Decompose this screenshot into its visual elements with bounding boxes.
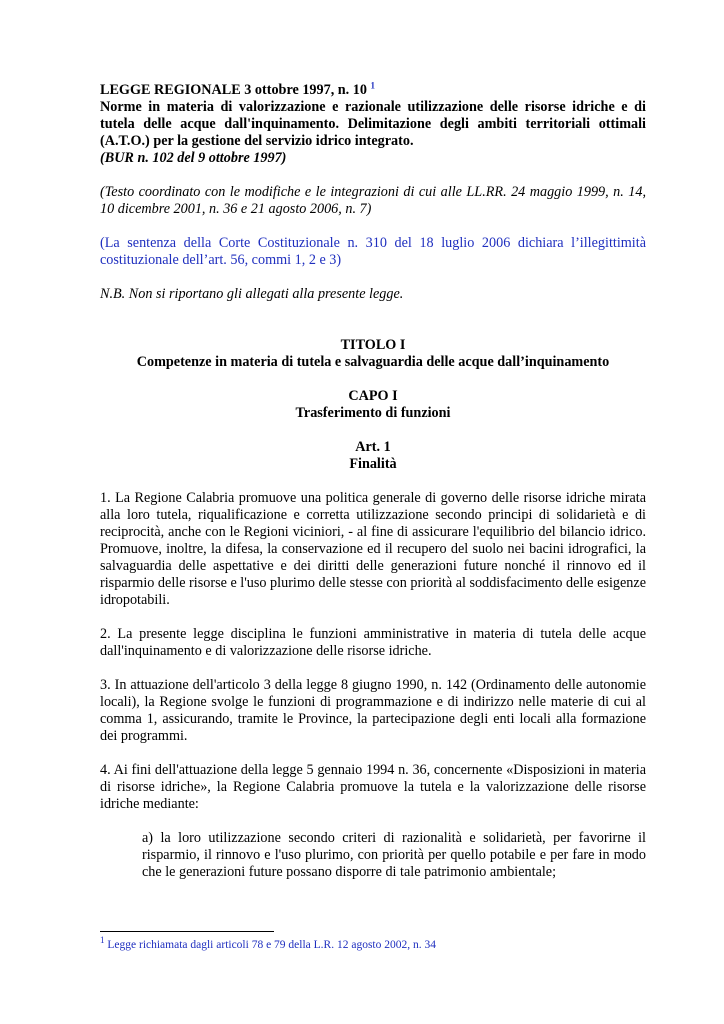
article-paragraph-4: 4. Ai fini dell'attuazione della legge 5 gennaio 1994 n. 36, concernente «Disposizioni in materia di risorse idriche», la Regione Calabria promuove la tutela e la valorizzazione delle risorse idriche mediante: (100, 762, 646, 812)
footnote (100, 935, 436, 952)
footnote-number: 1 (100, 935, 105, 946)
article-paragraph-3: 3. In attuazione dell'articolo 3 della legge 8 giugno 1990, n. 142 (Ordinamento delle autonomie locali), la Regione svolge le funzioni di programmazione e di indirizzo nelle materie di cui al comma 1, assicurando, tramite le Province, la partecipazione degli enti locali alla formazione dei programmi. (100, 677, 646, 744)
article-item-a: a) la loro utilizzazione secondo criteri di razionalità e solidarietà, per favorirne il risparmio, il rinnovo e l'uso plurimo, con priorità per quello potabile e per fare in modo che le generazioni future possano disporre di tale patrimonio ambientale; (142, 830, 646, 880)
bur-reference: (BUR n. 102 del 9 ottobre 1997) (100, 150, 287, 166)
footnote-text: Legge richiamata dagli articoli 78 e 79 della L.R. 12 agosto 2002, n. 34 (104, 939, 436, 951)
capo-label: CAPO I (348, 388, 398, 404)
law-title (100, 82, 646, 99)
titolo-label: TITOLO I (340, 337, 406, 353)
nb-note: N.B. Non si riportano gli allegati alla presente legge. (100, 286, 404, 302)
article-label: Art. 1 (355, 439, 391, 455)
titolo-heading: Competenze in materia di tutela e salvaguardia delle acque dall’inquinamento (136, 354, 610, 370)
law-subject: Norme in materia di valorizzazione e razionale utilizzazione delle risorse idriche e di tutela delle acque dall'inquinamento. Delimitazione degli ambiti territoriali ottimali (A.T.O.) per la gestione del servizio idrico integrato. (100, 99, 646, 149)
article-paragraph-2: 2. La presente legge disciplina le funzioni amministrative in materia di tutela delle acque dall'inquinamento e di valorizzazione delle risorse idriche. (100, 626, 646, 659)
footnote-separator (100, 931, 274, 932)
court-ruling-note: (La sentenza della Corte Costituzionale n. 310 del 18 luglio 2006 dichiara l’illegittimità costituzionale dell’art. 56, commi 1, 2 e 3) (100, 235, 646, 268)
article-heading: Finalità (349, 456, 397, 472)
coordinated-text-note: (Testo coordinato con le modifiche e le integrazioni di cui alle LL.RR. 24 maggio 1999, n. 14, 10 dicembre 2001, n. 36 e 21 agosto 2006, n. 7) (100, 184, 646, 217)
footnote-reference[interactable]: 1 (370, 80, 376, 91)
capo-heading: Trasferimento di funzioni (295, 405, 451, 421)
article-paragraph-1: 1. La Regione Calabria promuove una politica generale di governo delle risorse idriche mirata alla loro tutela, riqualificazione e corretta utilizzazione secondo principi di solidarietà e di reciprocità, anche con le Regioni viciniori, - al fine di assicurare l'equilibrio del bilancio idrico. Promuove, inoltre, la difesa, la conservazione ed il recupero del suolo nei bacini idrografici, la salvaguardia delle aspettative e dei diritti delle generazioni future nonché il rinnovo ed il risparmio delle risorse e l'uso plurimo delle stesse con priorità al soddisfacimento delle esigenze idropotabili. (100, 490, 646, 608)
law-title-text: LEGGE REGIONALE 3 ottobre 1997, n. 10 (100, 82, 367, 98)
document-body (100, 82, 646, 881)
